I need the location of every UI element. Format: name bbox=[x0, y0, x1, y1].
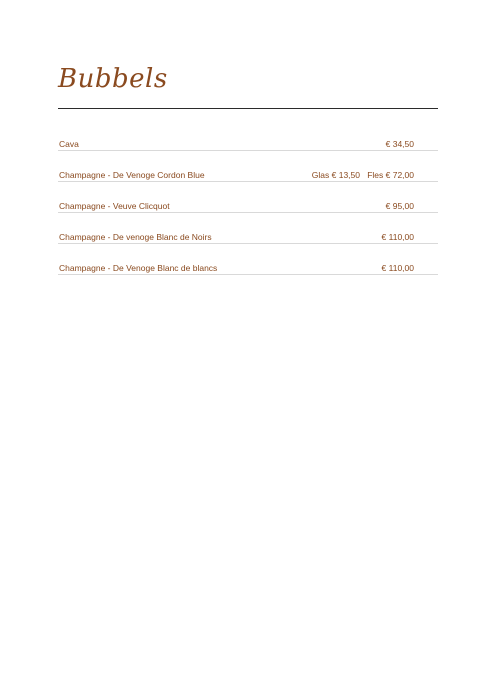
list-item bbox=[58, 198, 438, 213]
item-name: Cava bbox=[59, 139, 79, 149]
drinks-list bbox=[58, 136, 438, 291]
item-price: Fles € 72,00 bbox=[367, 170, 414, 180]
item-price: € 110,00 bbox=[381, 263, 414, 273]
item-name: Champagne - De venoge Blanc de Noirs bbox=[59, 232, 212, 242]
item-name: Champagne - De Venoge Cordon Blue bbox=[59, 170, 205, 180]
list-item bbox=[58, 136, 438, 151]
item-price: € 110,00 bbox=[381, 232, 414, 242]
title-divider bbox=[58, 108, 438, 109]
list-item bbox=[58, 260, 438, 275]
item-name: Champagne - De Venoge Blanc de blancs bbox=[59, 263, 218, 273]
item-price: € 95,00 bbox=[385, 201, 414, 211]
item-glass-price: Glas € 13,50 bbox=[311, 170, 360, 180]
item-price: € 34,50 bbox=[385, 139, 414, 149]
section-title: Bubbels bbox=[58, 64, 168, 94]
list-item bbox=[58, 229, 438, 244]
list-item bbox=[58, 167, 438, 182]
item-name: Champagne - Veuve Clicquot bbox=[59, 201, 170, 211]
